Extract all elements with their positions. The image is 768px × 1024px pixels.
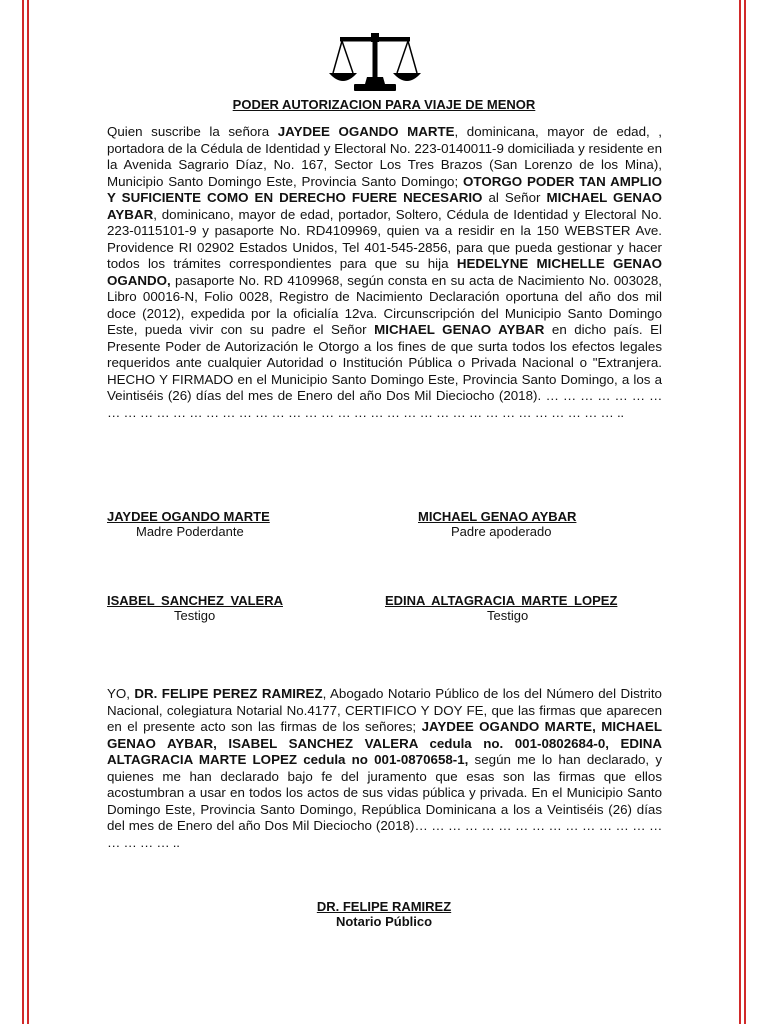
signature-block-witness-2: [385, 593, 617, 623]
notary-signature-block: [0, 899, 768, 929]
signatory-role: Testigo: [174, 608, 216, 623]
signatory-role: Madre Poderdante: [136, 524, 244, 539]
signatory-role: Padre apoderado: [451, 524, 552, 539]
filler-dots: … … … … … … … … … … … … … … … … … … … ..: [107, 818, 663, 850]
attorney-name: MICHAEL GENAO AYBAR: [107, 190, 662, 222]
body-text: YO,: [107, 686, 135, 701]
document-title: PODER AUTORIZACION PARA VIAJE DE MENOR: [232, 97, 536, 112]
notary-name: DR. FELIPE RAMIREZ: [316, 899, 452, 914]
signature-block-mother: [107, 509, 270, 539]
body-text: pasaporte No. RD 4109968, según consta en su acta de Nacimiento No. 003028, Libro 00016-N, Folio 0028, Registro de Nacimiento Declaración oportuna del año dos mil doce (2012), expedida por la oficialía 12va. Circunscripción del Municipio Santo Domingo Este, pueda vivir con su padre el Señor: [107, 272, 662, 337]
signature-block-witness-1: [107, 593, 283, 623]
notary-full-name: DR. FELIPE PEREZ RAMIREZ: [134, 686, 323, 701]
signatory-name: EDINA ALTAGRACIA MARTE LOPEZ: [385, 593, 618, 608]
minor-name: HEDELYNE MICHELLE GENAO OGANDO,: [107, 256, 662, 288]
left-border-outer: [22, 0, 24, 1024]
signatory-role: Testigo: [487, 608, 529, 623]
grantor-name: JAYDEE OGANDO MARTE: [277, 124, 455, 139]
body-text: en dicho país. El Presente Poder de Autorización le Otorgo a los fines de que surta todos los efectos legales requeridos ante cualquier Autoridad o Institución Pública o Privada Nacional o "Extranjera. HECHO Y FIRMADO en el Municipio Santo Domingo Este, Provincia Santo Domingo, a los a Veintiséis (26) días del mes de Enero del año Dos Mil Dieciocho (2018).: [107, 322, 662, 403]
authorization-paragraph: [107, 124, 662, 421]
filler-dots: … … … … … … … … … … … … … … … … … … … … … … … … … … … … … … … … … … … … … … ..: [107, 388, 662, 420]
signature-block-father: [418, 509, 576, 539]
right-border-outer: [744, 0, 746, 1024]
body-text: , dominicano, mayor de edad, portador, Soltero, Cédula de Identidad y Electoral No. 223-0115101-9 y pasaporte No. RD4109969, quien va a residir en la 150 WEBSTER Ave. Providence RI 02902 Estados Unidos, Tel 401-545-2856, para que pueda gestionar y hacer todos los trámites correspondientes para que su hija: [107, 206, 662, 271]
body-text: , Abogado Notario Público de los del Número del Distrito Nacional, colegiatura Notarial No.4177, CERTIFICO Y DOY FE, que las firmas que aparecen en el presente acto son las firmas de los señores;: [107, 686, 662, 734]
body-text: según me lo han declarado, y quienes me han declarado bajo fe del juramento que esas son las firmas que ellos acostumbran a usar en todos los actos de sus vidas pública y privada. En el Municipio Santo Domingo Este, Provincia Santo Domingo, República Dominicana a los a Veintiséis (26) días del mes de Enero del año Dos Mil Dieciocho (2018): [107, 752, 662, 833]
notary-certification-paragraph: [107, 686, 662, 851]
signatory-name: JAYDEE OGANDO MARTE: [107, 509, 270, 524]
signatory-name: ISABEL SANCHEZ VALERA: [107, 593, 283, 608]
body-text: Quien suscribe la señora: [107, 124, 278, 139]
left-border-inner: [27, 0, 29, 1024]
notary-title: Notario Público: [335, 914, 433, 929]
body-text: al Señor: [482, 190, 547, 205]
attorney-name: MICHAEL GENAO AYBAR: [374, 322, 545, 337]
scales-of-justice-icon: [328, 33, 422, 95]
body-text: , dominicana, mayor de edad, , portadora de la Cédula de Identidad y Electoral No. 223-0140011-9 domiciliada y residente en la Avenida Sagrario Díaz, No. 167, Sector Los Tres Brazos (San Lorenzo de los Mina), Municipio Santo Domingo Este, Provincia Santo Domingo;: [107, 124, 662, 189]
right-border-inner: [739, 0, 741, 1024]
signatory-name: MICHAEL GENAO AYBAR: [418, 509, 577, 524]
power-grant-clause: OTORGO PODER TAN AMPLIO Y SUFICIENTE COMO EN DERECHO FUERE NECESARIO: [107, 173, 662, 205]
certified-signatories: JAYDEE OGANDO MARTE, MICHAEL GENAO AYBAR, ISABEL SANCHEZ VALERA cedula no. 001-0802684-0, EDINA ALTAGRACIA MARTE LOPEZ cedula no 001-0870658-1,: [107, 719, 662, 767]
